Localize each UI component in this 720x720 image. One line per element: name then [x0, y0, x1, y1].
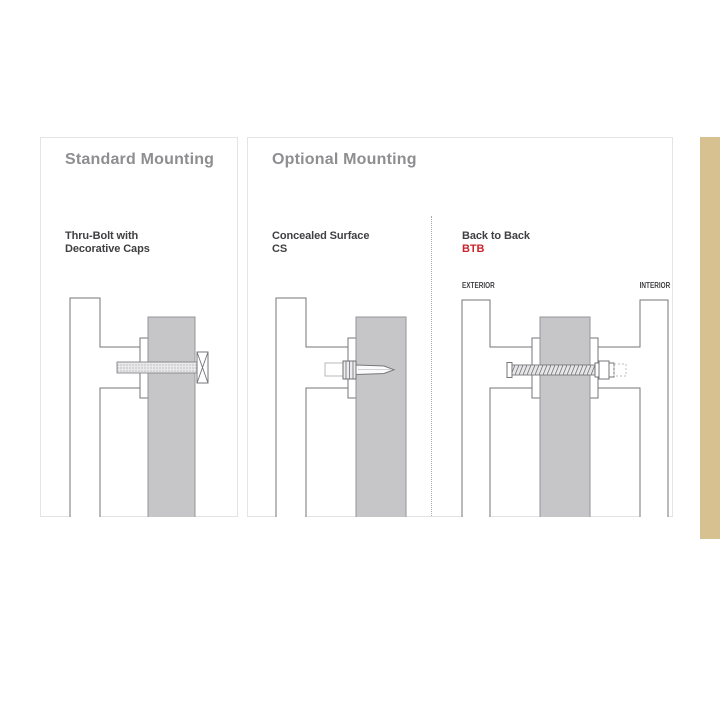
dotted-divider [431, 216, 432, 516]
door-panel [540, 317, 590, 517]
interior-handle-profile [590, 300, 668, 517]
thru-bolt-label-line2: Decorative Caps [65, 243, 150, 255]
back-to-back-name: Back to Back [462, 230, 530, 242]
optional-mounting-title: Optional Mounting [272, 151, 417, 168]
threaded-rod [507, 363, 595, 378]
handle-profile [276, 298, 356, 517]
door-panel [356, 317, 406, 517]
interior-label: INTERIOR [639, 281, 670, 290]
thru-bolt-diagram [60, 295, 230, 517]
standard-mounting-panel [40, 137, 238, 517]
back-to-back-label [462, 230, 530, 256]
concealed-surface-diagram [265, 295, 420, 517]
optional-mounting-panel [247, 137, 673, 517]
standard-mounting-title: Standard Mounting [65, 151, 215, 168]
decorative-cap [197, 352, 208, 383]
door-panel [148, 317, 195, 517]
thru-bolt [117, 362, 197, 373]
exterior-label: EXTERIOR [462, 281, 495, 290]
back-to-back-code: BTB [462, 243, 485, 255]
handle-profile [70, 298, 148, 517]
thru-bolt-label [65, 230, 150, 256]
concealed-surface-label [272, 230, 369, 256]
exterior-handle-profile [462, 300, 540, 517]
back-to-back-diagram [455, 295, 675, 517]
thru-bolt-label-line1: Thru-Bolt with [65, 230, 139, 242]
concealed-surface-name: Concealed Surface [272, 230, 370, 242]
concealed-surface-code: CS [272, 243, 288, 255]
accent-bar [700, 137, 720, 539]
